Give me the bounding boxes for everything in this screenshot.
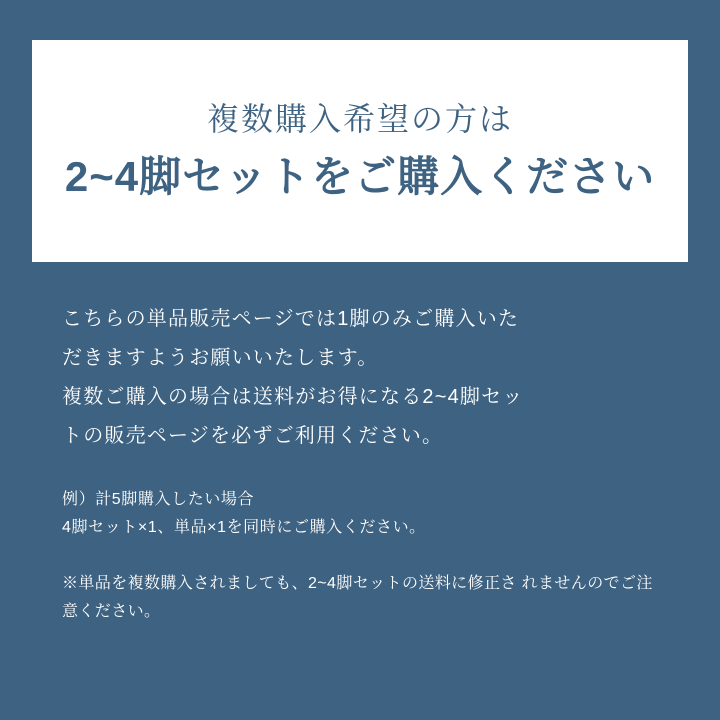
main-paragraph-line-1: こちらの単品販売ページでは1脚のみご購入いた xyxy=(62,308,520,330)
note-line-2: れませんのでご注意ください。 xyxy=(62,575,653,620)
main-paragraph-line-2: だきますようお願いいたします。 xyxy=(62,347,379,369)
headline-line-2: 2~4脚セットをご購入ください xyxy=(64,153,656,200)
example-paragraph xyxy=(62,486,662,542)
headline-panel xyxy=(32,40,688,262)
main-paragraph-line-4: トの販売ページを必ずご利用ください。 xyxy=(62,425,444,447)
note-line-1: ※単品を複数購入されましても、2~4脚セットの送料に修正さ xyxy=(62,575,517,592)
body-area xyxy=(62,300,662,626)
main-paragraph-line-3: 複数ご購入の場合は送料がお得になる2~4脚セッ xyxy=(62,386,524,408)
headline-line-1: 複数購入希望の方は xyxy=(206,100,513,137)
note-paragraph xyxy=(62,570,662,626)
main-paragraph xyxy=(62,300,662,456)
example-line-1: 例）計5脚購入したい場合 xyxy=(62,491,255,508)
example-line-2: 4脚セット×1、単品×1を同時にご購入ください。 xyxy=(62,519,426,536)
